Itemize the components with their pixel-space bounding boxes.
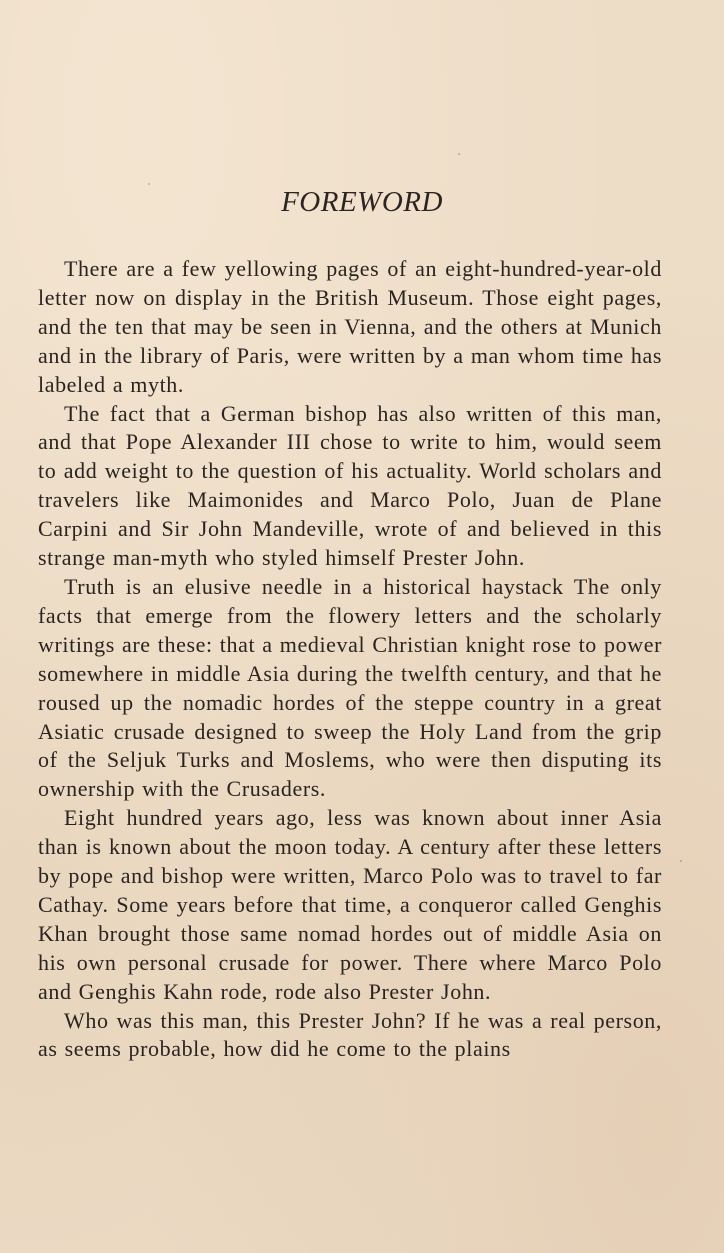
paper-speck [458, 153, 460, 155]
paper-speck [680, 860, 682, 862]
paragraph: Who was this man, this Prester John? If he was a real person, as seems probable, how did he come to the plains [38, 1007, 662, 1062]
paper-speck [148, 183, 150, 185]
chapter-title: FOREWORD [281, 186, 443, 218]
paragraph: Eight hundred years ago, less was known about inner Asia than is known about the moon today. A century after these letters by pope and bishop were written, Marco Polo was to travel to far Cathay. Some years before that time, a conqueror called Genghis Khan brought those same nomad hordes out of middle Asia on his own personal crusade for power. There where Marco Polo and Genghis Kahn rode, rode also Prester John. [38, 805, 662, 1004]
paragraph: The fact that a German bishop has also written of this man, and that Pope Alexander III chose to write to him, would seem to add weight to the question of his actuality. World scholars and travelers like Maimonides and Marco Polo, Juan de Plane Carpini and Sir John Mandeville, wrote of and believed in this strange man-myth who styled himself Prester John. [38, 400, 662, 571]
body-text [38, 255, 662, 1064]
paragraph: Truth is an elusive needle in a historical haystack The only facts that emerge from the flowery letters and the scholarly writings are these: that a medieval Christian knight rose to power somewhere in middle Asia during the twelfth century, and that he roused up the nomadic hordes of the steppe country in a great Asiatic crusade designed to sweep the Holy Land from the grip of the Seljuk Turks and Moslems, who were then disputing its ownership with the Crusaders. [38, 573, 662, 802]
paragraph: There are a few yellowing pages of an eight-hundred-year-old letter now on display in the British Museum. Those eight pages, and the ten that may be seen in Vienna, and the others at Munich and in the library of Paris, were written by a man whom time has labeled a myth. [38, 256, 662, 397]
